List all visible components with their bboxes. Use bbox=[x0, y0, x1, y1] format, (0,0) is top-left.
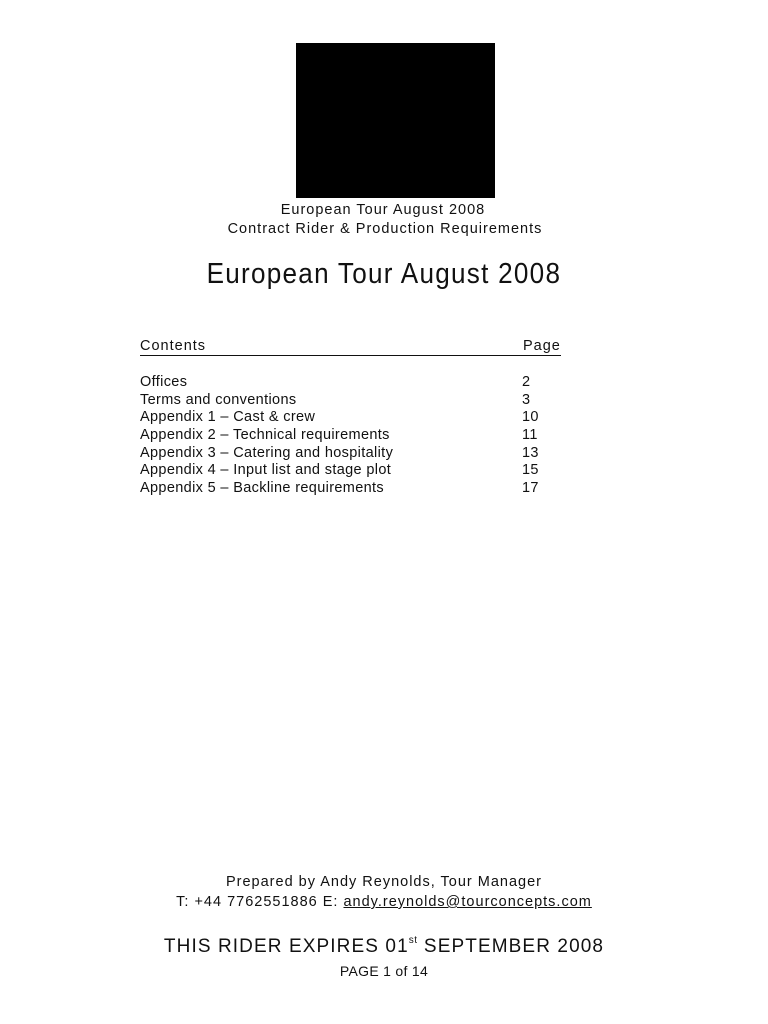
contents-item-label: Appendix 4 – Input list and stage plot bbox=[140, 462, 392, 479]
contents-item-page: 11 bbox=[522, 427, 538, 444]
logo-image bbox=[296, 43, 495, 198]
contents-item bbox=[140, 445, 580, 463]
expiry-notice bbox=[0, 936, 768, 958]
contents-item-page: 2 bbox=[522, 374, 531, 390]
contents-list bbox=[140, 374, 580, 498]
expiry-ordinal: st bbox=[408, 934, 418, 946]
contents-item-page: 3 bbox=[522, 391, 531, 408]
expiry-text-end: SEPTEMBER 2008 bbox=[417, 936, 605, 957]
contents-item bbox=[140, 392, 580, 410]
prepared-by: Prepared by Andy Reynolds, Tour Manager bbox=[225, 874, 542, 890]
contents-item-label: Appendix 5 – Backline requirements bbox=[140, 480, 385, 497]
contents-item bbox=[140, 480, 580, 498]
contents-item bbox=[140, 427, 580, 445]
contents-heading: Contents bbox=[140, 338, 207, 354]
contents-header bbox=[140, 338, 561, 356]
page-heading: Page bbox=[523, 338, 561, 354]
page-title: European Tour August 2008 bbox=[206, 258, 562, 290]
header-tour-name: European Tour August 2008 bbox=[280, 202, 486, 218]
contents-item-page: 17 bbox=[522, 480, 539, 497]
contact-line bbox=[0, 894, 768, 910]
contents-item-page: 10 bbox=[522, 409, 539, 426]
expiry-text-start: THIS RIDER EXPIRES 01 bbox=[163, 936, 409, 957]
contact-phone: T: +44 7762551886 E: bbox=[176, 894, 344, 910]
contents-item bbox=[140, 409, 580, 427]
contents-item-page: 13 bbox=[522, 444, 539, 461]
contents-item-label: Offices bbox=[140, 374, 188, 390]
contents-item-page: 15 bbox=[522, 462, 539, 479]
contents-item-label: Appendix 2 – Technical requirements bbox=[140, 427, 390, 444]
header-subtitle: Contract Rider & Production Requirements bbox=[227, 221, 543, 237]
page-number: PAGE 1 of 14 bbox=[339, 963, 429, 979]
contents-item bbox=[140, 374, 580, 392]
contents-item-label: Terms and conventions bbox=[140, 391, 297, 408]
email-link[interactable]: andy.reynolds@tourconcepts.com bbox=[343, 894, 592, 910]
contents-item-label: Appendix 1 – Cast & crew bbox=[140, 409, 316, 426]
contents-item-label: Appendix 3 – Catering and hospitality bbox=[140, 444, 394, 461]
contents-item bbox=[140, 462, 580, 480]
